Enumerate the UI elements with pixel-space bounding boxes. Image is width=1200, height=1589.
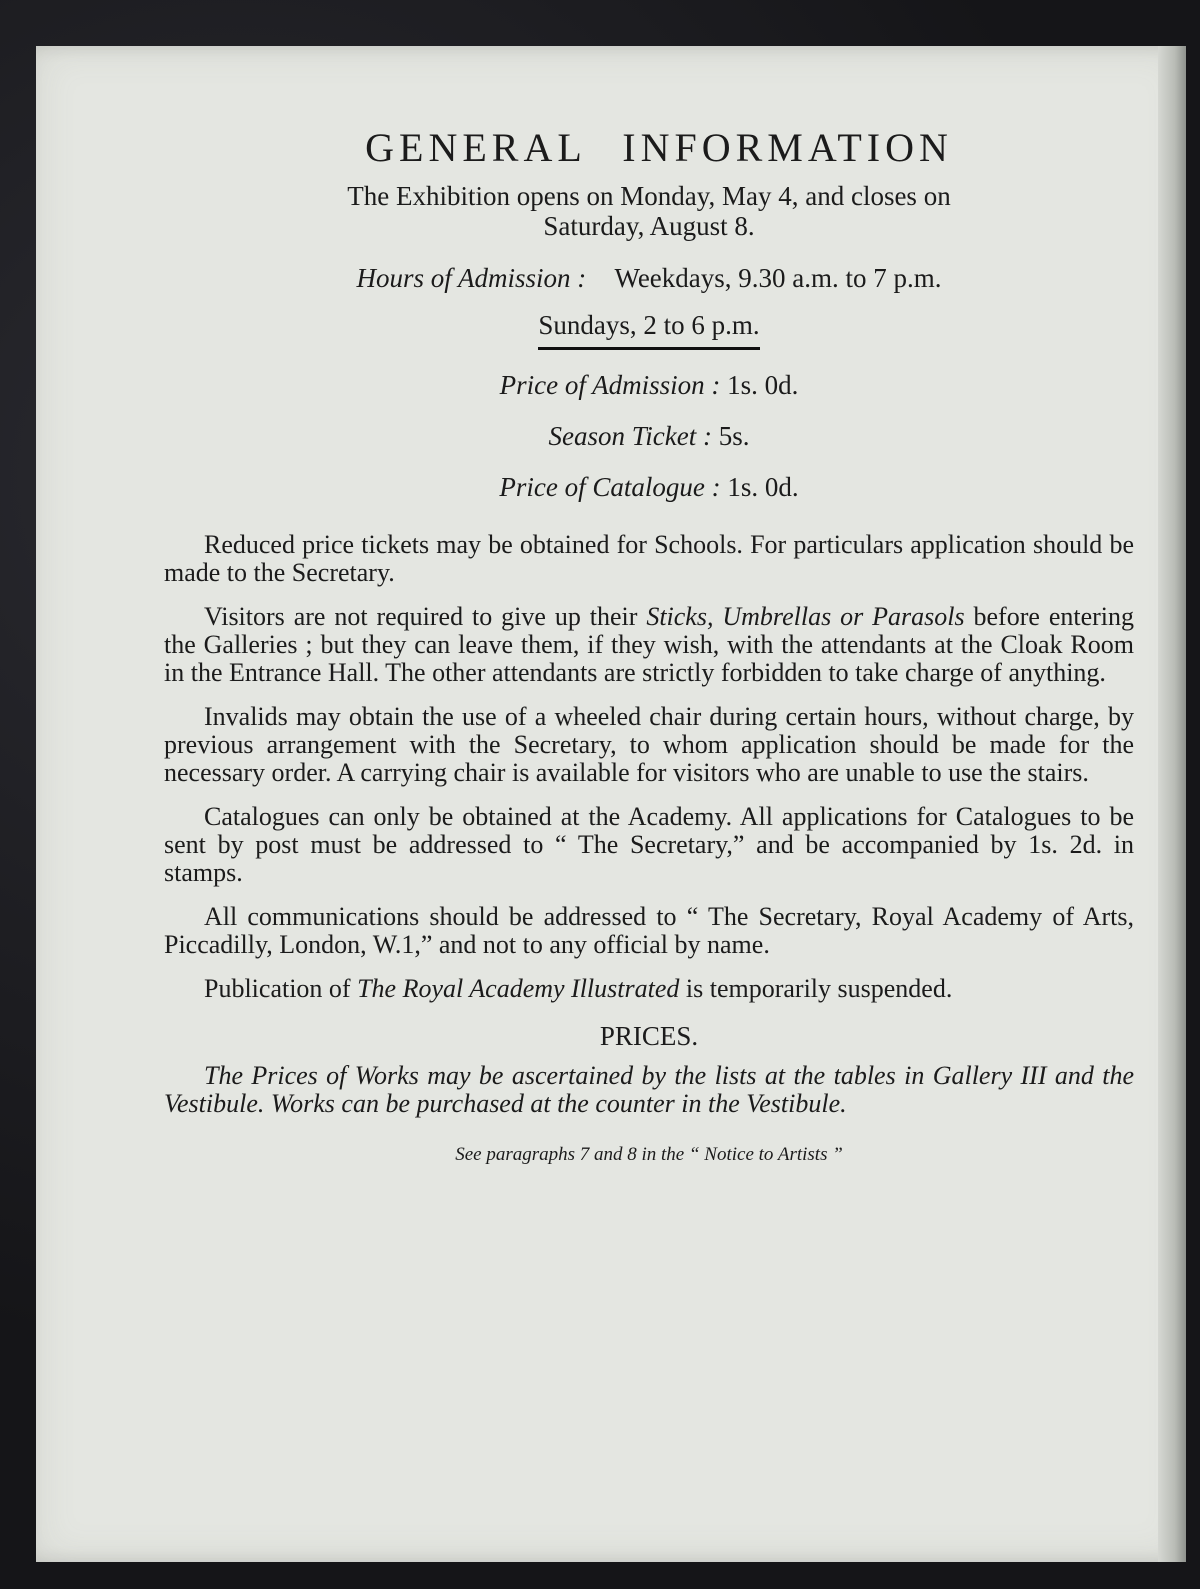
season-ticket-row: [164, 421, 1134, 452]
visitors-paragraph: [164, 603, 1134, 687]
price-admission-label: Price of Admission :: [499, 370, 721, 400]
hours-of-admission: [164, 263, 1134, 294]
publication-paragraph: [164, 975, 1134, 1003]
footnote: See paragraphs 7 and 8 in the “ Notice to Artists ”: [455, 1144, 843, 1165]
catalogues-paragraph: Catalogues can only be obtained at the Academy. All applications for Catalogues to be sent by post must be addressed to “ The Secretary,” and be accompanied by 1s. 2d. in stamps.: [164, 802, 1134, 887]
invalids-paragraph: Invalids may obtain the use of a wheeled chair during certain hours, without charge, by previous arrangement with the Secretary, to whom application should be made for the necessary order. A carrying chair is available for visitors who are unable to use the stairs.: [164, 702, 1134, 787]
visitors-text-a: Visitors are not required to give up their: [204, 602, 638, 631]
publication-text-a: Publication of: [204, 974, 351, 1003]
opening-dates-line-1: The Exhibition opens on Monday, May 4, and closes on: [347, 181, 951, 211]
sunday-hours-row: [164, 310, 1134, 350]
page-content: [164, 124, 1134, 1185]
prices-heading: PRICES.: [599, 1021, 699, 1051]
price-admission-row: [164, 370, 1134, 401]
reduced-price-paragraph: Reduced price tickets may be obtained for Schools. For particulars application should be made to the Secretary.: [164, 530, 1134, 587]
page-sheet: [36, 46, 1186, 1562]
visitors-italic: Sticks, Umbrellas or Parasols: [646, 602, 965, 631]
price-catalogue-label: Price of Catalogue :: [499, 472, 721, 502]
publication-text-b: is temporarily suspended.: [685, 974, 953, 1003]
visitors-text-b: before entering the Galleries ; but they can leave them, if they wish, with the attendants at the Cloak Room in the Entrance Hall. The other attendants are strictly forbidden to take charge of anything.: [164, 602, 1135, 687]
publication-title: The Royal Academy Illustrated: [357, 974, 680, 1003]
weekday-hours: Weekdays, 9.30 a.m. to 7 p.m.: [614, 263, 942, 293]
season-ticket-label: Season Ticket :: [548, 421, 712, 451]
hours-label: Hours of Admission :: [356, 263, 587, 293]
opening-dates-line-2: Saturday, August 8.: [543, 211, 755, 241]
prices-paragraph: The Prices of Works may be ascertained by the lists at the tables in Gallery III and the Vestibule. Works can be purchased at the counter in the Vestibule.: [164, 1061, 1134, 1118]
book-spine: [1158, 46, 1186, 1562]
sunday-hours: Sundays, 2 to 6 p.m.: [538, 310, 759, 350]
price-catalogue-value: 1s. 0d.: [727, 472, 799, 502]
price-catalogue-row: [164, 472, 1134, 503]
price-admission-value: 1s. 0d.: [727, 370, 799, 400]
page-title: GENERAL INFORMATION: [365, 125, 953, 170]
communications-paragraph: All communications should be addressed to “ The Secretary, Royal Academy of Arts, Piccadilly, London, W.1,” and not to any official by name.: [164, 902, 1134, 959]
season-ticket-value: 5s.: [718, 421, 750, 451]
